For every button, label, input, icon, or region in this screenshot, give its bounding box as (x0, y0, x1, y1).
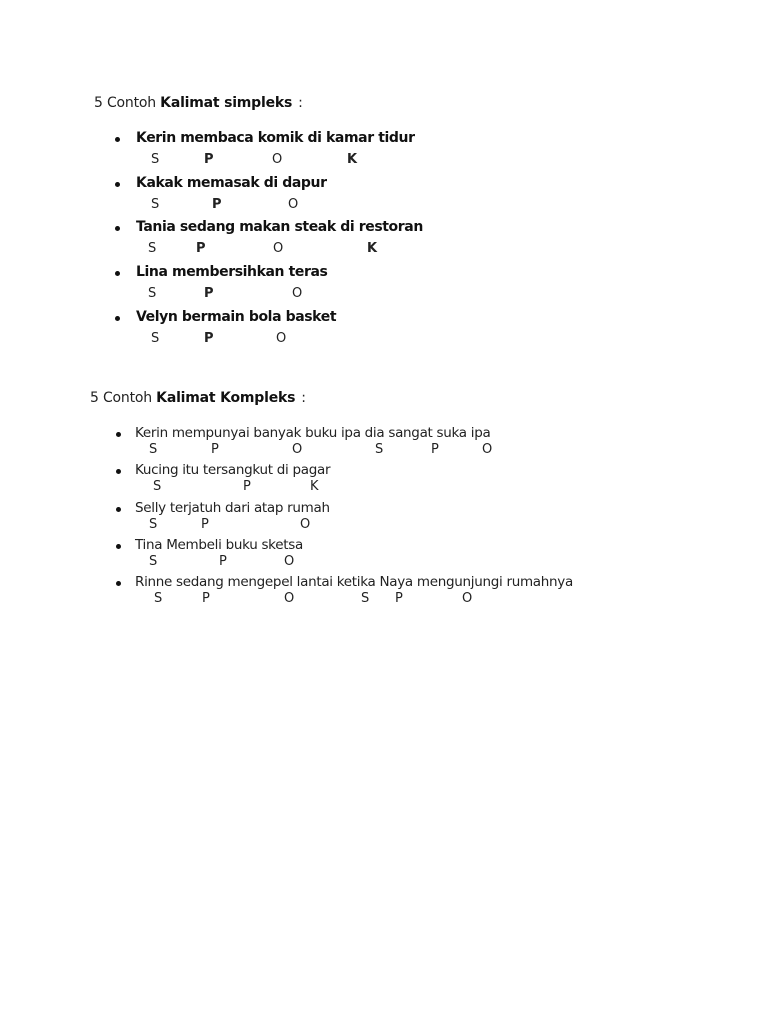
grammar-tag-p: P (204, 286, 214, 302)
grammar-tag-s: S (375, 442, 384, 457)
grammar-tag-s: S (151, 330, 160, 346)
grammar-tag-p: P (212, 196, 222, 212)
bullet-icon (116, 432, 121, 437)
example-sentence: Kucing itu tersangkut di pagar (135, 462, 331, 479)
grammar-tag-o: O (272, 152, 283, 167)
grammar-tag-o: O (462, 591, 473, 607)
grammar-tag-s: S (361, 591, 370, 607)
section-heading-kompleks (90, 390, 306, 406)
grammar-tag-s: S (148, 241, 157, 257)
grammar-tag-o: O (273, 241, 284, 257)
grammar-tag-p: P (219, 553, 227, 569)
grammar-tag-s: S (149, 553, 158, 569)
grammar-tag-s: S (153, 479, 162, 495)
grammar-tag-p: P (204, 330, 214, 346)
grammar-tag-k: K (367, 241, 378, 257)
grammar-tag-s: S (149, 516, 158, 532)
grammar-tag-p: P (196, 241, 206, 257)
bullet-icon (116, 469, 121, 474)
bullet-icon (115, 182, 120, 187)
grammar-tag-p: P (431, 442, 439, 457)
example-sentence: Tania sedang makan steak di restoran (136, 219, 423, 236)
grammar-tag-o: O (284, 553, 295, 569)
bullet-icon (115, 271, 120, 276)
bullet-icon (115, 316, 120, 321)
grammar-tag-s: S (154, 591, 163, 607)
heading-title: Kalimat simpleks (160, 95, 293, 111)
grammar-tag-o: O (300, 516, 311, 532)
example-sentence: Tina Membeli buku sketsa (135, 536, 303, 553)
grammar-tag-o: O (288, 196, 299, 212)
heading-colon: : (298, 95, 303, 111)
example-sentence: Lina membersihkan teras (136, 264, 328, 281)
bullet-icon (115, 137, 120, 142)
grammar-tag-p: P (202, 591, 210, 607)
bullet-icon (116, 507, 121, 512)
grammar-tag-o: O (482, 442, 493, 457)
grammar-tag-p: P (201, 516, 209, 532)
grammar-tag-s: S (148, 286, 157, 302)
section-heading-simpleks (94, 95, 303, 111)
bullet-icon (116, 581, 121, 586)
grammar-tag-o: O (284, 591, 295, 607)
heading-prefix: 5 Contoh (94, 95, 156, 111)
example-sentence: Velyn bermain bola basket (136, 308, 337, 325)
grammar-tag-p: P (211, 442, 219, 457)
grammar-tag-o: O (292, 286, 303, 302)
example-sentence: Rinne sedang mengepel lantai ketika Naya mengunjungi rumahnya (135, 574, 573, 591)
example-sentence: Selly terjatuh dari atap rumah (135, 499, 330, 516)
grammar-tag-s: S (151, 152, 160, 167)
grammar-tag-o: O (276, 330, 287, 346)
example-sentence: Kakak memasak di dapur (136, 174, 327, 191)
example-sentence: Kerin mempunyai banyak buku ipa dia sangat suka ipa (135, 425, 491, 441)
heading-title: Kalimat Kompleks (156, 390, 296, 406)
grammar-tag-o: O (292, 442, 303, 457)
grammar-tag-p: P (243, 479, 251, 495)
grammar-tag-s: S (151, 196, 160, 212)
bullet-icon (116, 544, 121, 549)
grammar-tag-p: P (204, 152, 214, 167)
grammar-tag-p: P (395, 591, 403, 607)
bullet-icon (115, 226, 120, 231)
grammar-tag-k: K (347, 152, 358, 167)
heading-colon: : (301, 390, 306, 406)
heading-prefix: 5 Contoh (90, 390, 152, 406)
example-sentence: Kerin membaca komik di kamar tidur (136, 130, 415, 146)
grammar-tag-s: S (149, 442, 158, 457)
grammar-tag-k: K (310, 479, 319, 495)
